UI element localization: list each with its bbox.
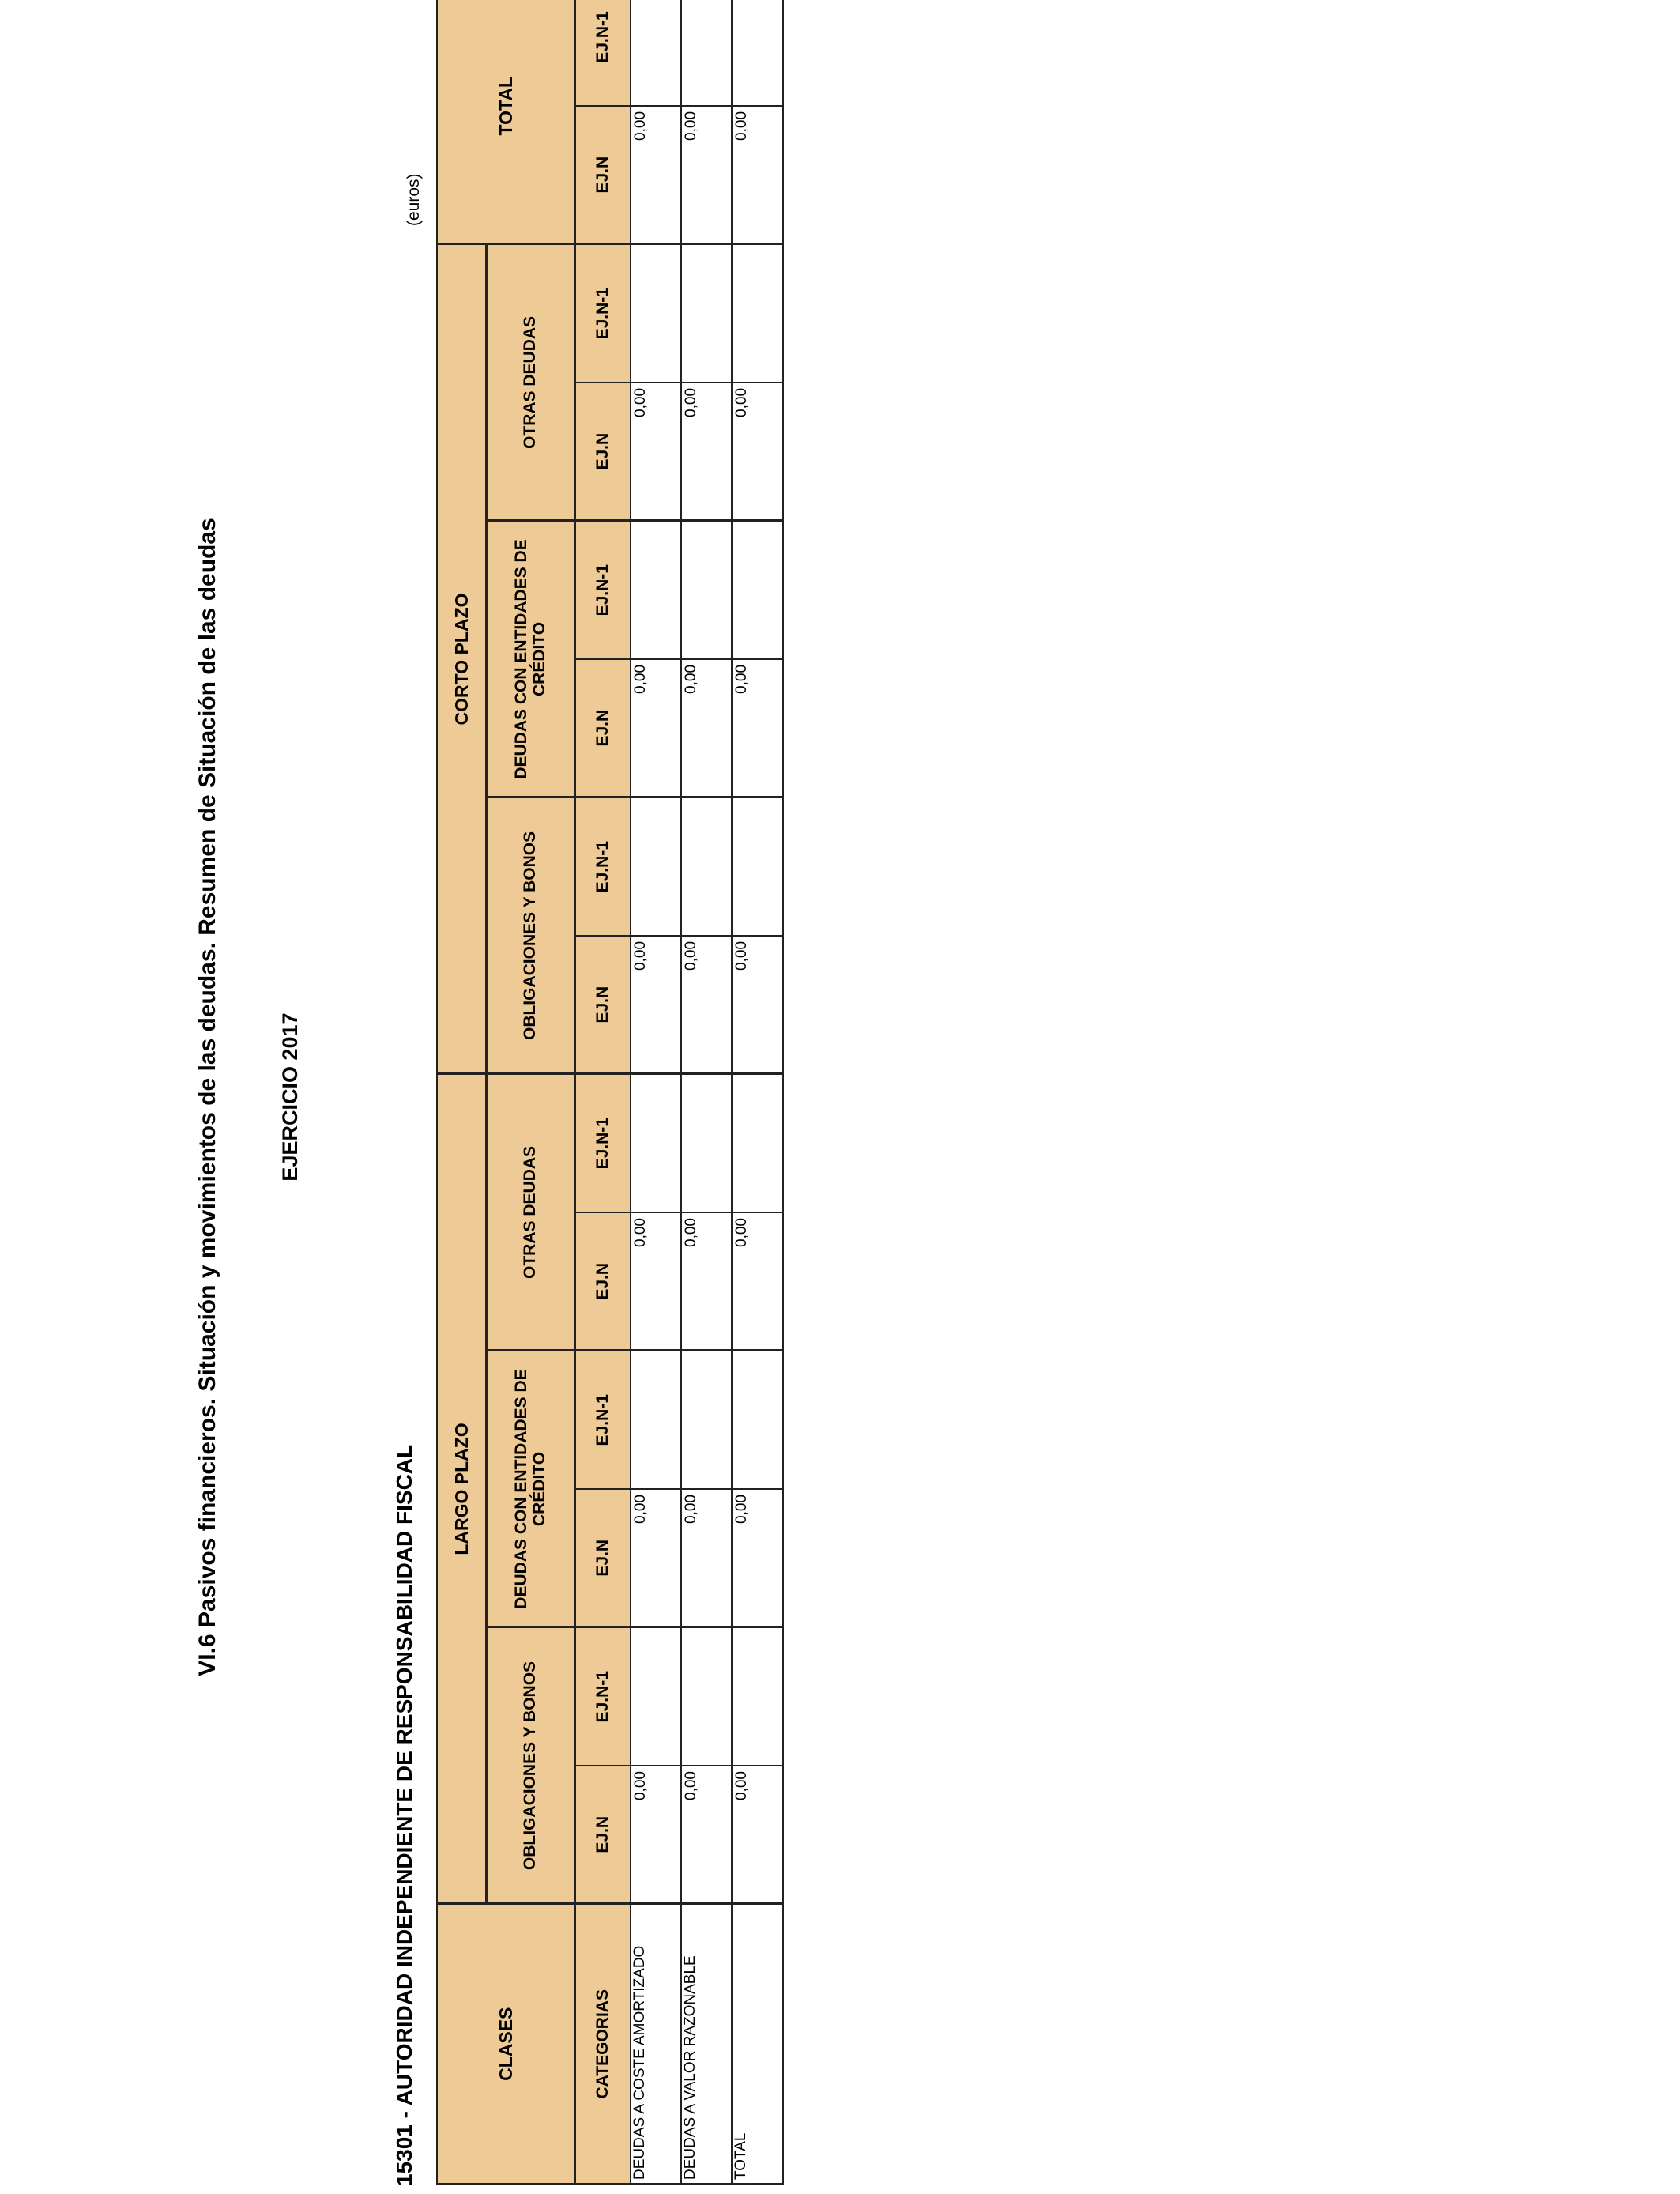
header-cp-obligaciones: OBLIGACIONES Y BONOS: [487, 797, 575, 1074]
cell-value: 0,00: [732, 106, 783, 244]
cell-value: [732, 1351, 783, 1489]
cell-value: 0,00: [631, 1212, 681, 1351]
row-label: TOTAL: [732, 1904, 783, 2184]
entity-heading: 15301 - AUTORIDAD INDEPENDIENTE DE RESPONSABILIDAD FISCAL: [392, 1444, 416, 2186]
header-lp-deudas-credito: DEUDAS CON ENTIDADES DE CRÉDITO: [487, 1351, 575, 1627]
page-title: VI.6 Pasivos financieros. Situación y movimientos de las deudas. Resumen de Situación de las deudas: [194, 518, 220, 1676]
cell-value: 0,00: [681, 1766, 732, 1904]
exercise-subtitle: EJERCICIO 2017: [278, 1012, 302, 1182]
header-ejn: EJ.N: [575, 1489, 631, 1627]
header-lp-otras-deudas: OTRAS DEUDAS: [487, 1074, 575, 1351]
cell-value: 0,00: [631, 1766, 681, 1904]
cell-value: 0,00: [681, 659, 732, 797]
cell-value: [681, 1074, 732, 1212]
cell-value: 0,00: [732, 936, 783, 1074]
header-ejn1: EJ.N-1: [575, 797, 631, 936]
cell-value: [732, 521, 783, 659]
header-ejn1: EJ.N-1: [575, 1074, 631, 1212]
cell-value: 0,00: [681, 383, 732, 521]
cell-value: [631, 797, 681, 936]
cell-value: [681, 521, 732, 659]
header-largo-plazo: LARGO PLAZO: [437, 1074, 487, 1904]
cell-value: [631, 1074, 681, 1212]
cell-value: [732, 244, 783, 383]
cell-value: [681, 797, 732, 936]
cell-value: [681, 244, 732, 383]
cell-value: 0,00: [732, 1489, 783, 1627]
header-ejn1: EJ.N-1: [575, 521, 631, 659]
cell-value: 0,00: [631, 659, 681, 797]
header-cp-otras-deudas: OTRAS DEUDAS: [487, 244, 575, 521]
debt-summary-table: [436, 0, 784, 2185]
table-row: [631, 0, 681, 2184]
cell-value: 0,00: [681, 1489, 732, 1627]
header-clases: CLASES: [437, 1904, 575, 2184]
row-label: DEUDAS A COSTE AMORTIZADO: [631, 1904, 681, 2184]
cell-value: 0,00: [681, 936, 732, 1074]
cell-value: [732, 0, 783, 106]
header-ejn1: EJ.N-1: [575, 1627, 631, 1766]
cell-value: 0,00: [732, 1766, 783, 1904]
cell-value: 0,00: [631, 1489, 681, 1627]
cell-value: 0,00: [631, 936, 681, 1074]
cell-value: [732, 1074, 783, 1212]
cell-value: [631, 0, 681, 106]
header-lp-obligaciones: OBLIGACIONES Y BONOS: [487, 1627, 575, 1904]
header-ejn1: EJ.N-1: [575, 0, 631, 106]
header-corto-plazo: CORTO PLAZO: [437, 244, 487, 1074]
header-ejn: EJ.N: [575, 659, 631, 797]
header-ejn1: EJ.N-1: [575, 1351, 631, 1489]
cell-value: 0,00: [732, 1212, 783, 1351]
header-categorias: CATEGORIAS: [575, 1904, 631, 2184]
header-ejn: EJ.N: [575, 1212, 631, 1351]
cell-value: [732, 797, 783, 936]
units-label: (euros): [405, 173, 423, 226]
cell-value: [631, 521, 681, 659]
header-ejn: EJ.N: [575, 106, 631, 244]
row-label: DEUDAS A VALOR RAZONABLE: [681, 1904, 732, 2184]
cell-value: 0,00: [631, 106, 681, 244]
cell-value: [631, 1627, 681, 1766]
table-row: [681, 0, 732, 2184]
cell-value: [732, 1627, 783, 1766]
header-ejn: EJ.N: [575, 1766, 631, 1904]
cell-value: [681, 0, 732, 106]
cell-value: [631, 1351, 681, 1489]
cell-value: 0,00: [681, 1212, 732, 1351]
cell-value: [681, 1627, 732, 1766]
cell-value: 0,00: [681, 106, 732, 244]
cell-value: 0,00: [732, 383, 783, 521]
cell-value: [631, 244, 681, 383]
cell-value: 0,00: [732, 659, 783, 797]
table-row: [732, 0, 783, 2184]
header-ejn: EJ.N: [575, 383, 631, 521]
cell-value: [681, 1351, 732, 1489]
header-total: TOTAL: [437, 0, 575, 244]
header-ejn1: EJ.N-1: [575, 244, 631, 383]
header-ejn: EJ.N: [575, 936, 631, 1074]
cell-value: 0,00: [631, 383, 681, 521]
header-cp-deudas-credito: DEUDAS CON ENTIDADES DE CRÉDITO: [487, 521, 575, 797]
